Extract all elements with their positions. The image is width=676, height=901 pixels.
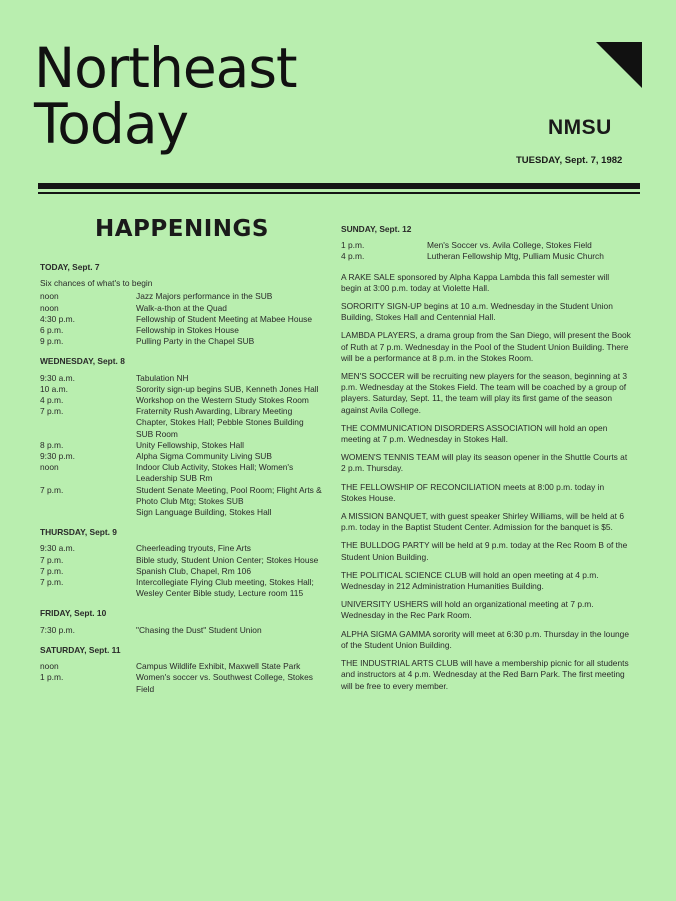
event-row (40, 373, 322, 384)
event-row (40, 462, 322, 484)
day-heading: FRIDAY, Sept. 10 (40, 608, 107, 619)
event-text: Women's soccer vs. Southwest College, Stokes Field (136, 672, 313, 694)
event-row (40, 314, 322, 325)
event-time: 7 p.m. (40, 577, 64, 588)
event-row (341, 251, 631, 262)
issue-date: TUESDAY, Sept. 7, 1982 (516, 155, 623, 166)
event-time: 9:30 a.m. (40, 543, 75, 554)
event-time: noon (40, 302, 59, 313)
section-gap (40, 518, 322, 527)
section-gap (40, 347, 322, 356)
event-time: 7 p.m. (40, 484, 64, 495)
event-row (40, 440, 322, 451)
announcement: UNIVERSITY USHERS will hold an organizational meeting at 7 p.m. Wednesday in the Rec Park Room. (341, 599, 594, 621)
section-title: HAPPENINGS (95, 216, 269, 242)
event-text: Men's Soccer vs. Avila College, Stokes Field (427, 240, 592, 251)
event-row (40, 336, 322, 347)
event-row (40, 303, 322, 314)
event-row (40, 543, 322, 554)
event-row (40, 406, 322, 440)
event-text: Workshop on the Western Study Stokes Room (136, 395, 309, 406)
day-subheading: Six chances of what's to begin (40, 278, 153, 289)
thin-rule (38, 192, 640, 194)
announcement: SORORITY SIGN-UP begins at 10 a.m. Wednesday in the Student Union Building, Stokes Hall and Centennial Hall. (341, 301, 613, 323)
event-time: 4 p.m. (341, 251, 365, 262)
left-column (40, 262, 322, 704)
event-time: 7:30 p.m. (40, 624, 75, 635)
event-row (40, 384, 322, 395)
announcement: MEN'S SOCCER will be recruiting new players for the season, beginning at 3 p.m. Wednesday at the Stokes Field. The team will be coached by a group of players. Saturday, Sept. 11, the team will play its first game of the season against Avila College. (341, 371, 628, 415)
masthead-line-1: Northeast (34, 36, 297, 100)
event-text: Tabulation NH (136, 372, 189, 383)
event-text: Sorority sign-up begins SUB, Kenneth Jones Hall (136, 383, 319, 394)
org-name: NMSU (548, 116, 612, 139)
masthead-title (34, 36, 297, 156)
event-text: Indoor Club Activity, Stokes Hall; Women's Leadership SUB Rm (136, 462, 294, 484)
event-text: Fellowship in Stokes House (136, 325, 239, 336)
section-gap (40, 695, 322, 704)
event-time: 7 p.m. (40, 554, 64, 565)
event-time: noon (40, 462, 59, 473)
day-heading: THURSDAY, Sept. 9 (40, 527, 117, 538)
event-text: Student Senate Meeting, Pool Room; Flight Arts & Photo Club Mtg; Stokes SUB (136, 484, 322, 506)
event-text: Spanish Club, Chapel, Rm 106 (136, 565, 251, 576)
announcement: A MISSION BANQUET, with guest speaker Shirley Williams, will be held at 6 p.m. today in the Baptist Student Center. Admission for the banquet is $5. (341, 511, 624, 533)
event-row (40, 507, 322, 518)
event-text: Campus Wildlife Exhibit, Maxwell State Park (136, 661, 301, 672)
event-time: 9:30 p.m. (40, 451, 75, 462)
event-row (40, 566, 322, 577)
event-text: Sign Language Building, Stokes Hall (136, 507, 272, 518)
announcement: WOMEN'S TENNIS TEAM will play its season opener in the Shuttle Courts at 2 p.m. Thursday. (341, 452, 628, 474)
event-text: Fellowship of Student Meeting at Mabee House (136, 313, 312, 324)
event-time: 4 p.m. (40, 395, 64, 406)
announcement: A RAKE SALE sponsored by Alpha Kappa Lambda this fall semester will begin at 3:00 p.m. today at Violette Hall. (341, 271, 610, 293)
event-time: noon (40, 291, 59, 302)
announcement: THE INDUSTRIAL ARTS CLUB will have a membership picnic for all students and instructors at 4 p.m. Wednesday at the Red Barn Park. The first meeting will be free to every member. (341, 658, 629, 691)
event-time: 1 p.m. (341, 240, 365, 251)
right-column (341, 224, 631, 699)
event-row (40, 451, 322, 462)
announcement: ALPHA SIGMA GAMMA sorority will meet at 6:30 p.m. Thursday in the lounge of the Student Union Building. (341, 628, 629, 650)
event-row (341, 240, 631, 251)
event-row (40, 485, 322, 507)
event-text: Intercollegiate Flying Club meeting, Stokes Hall; Wesley Center Bible study, Lecture room 115 (136, 577, 314, 599)
section-gap (40, 599, 322, 608)
event-text: Pulling Party in the Chapel SUB (136, 336, 255, 347)
event-text: Unity Fellowship, Stokes Hall (136, 439, 244, 450)
announcement: THE FELLOWSHIP OF RECONCILIATION meets at 8:00 p.m. today in Stokes House. (341, 481, 605, 503)
event-row (40, 555, 322, 566)
event-list (341, 240, 631, 262)
event-time: noon (40, 661, 59, 672)
event-row (40, 291, 322, 302)
event-text: Fraternity Rush Awarding, Library Meeting Chapter, Stokes Hall; Pebble Stones Building SUB Room (136, 406, 304, 439)
event-time: 4:30 p.m. (40, 313, 75, 324)
event-time: 8 p.m. (40, 439, 64, 450)
corner-triangle-icon (596, 42, 642, 88)
announcements (341, 272, 631, 692)
event-time: 9:30 a.m. (40, 372, 75, 383)
event-time: 10 a.m. (40, 383, 68, 394)
masthead-line-2: Today (34, 92, 189, 156)
event-text: Jazz Majors performance in the SUB (136, 291, 273, 302)
section-gap (40, 636, 322, 645)
event-time: 7 p.m. (40, 406, 64, 417)
event-text: "Chasing the Dust" Student Union (136, 624, 262, 635)
event-text: Bible study, Student Union Center; Stokes House (136, 554, 319, 565)
day-heading: SUNDAY, Sept. 12 (341, 224, 412, 234)
event-row (40, 661, 322, 672)
day-heading: SATURDAY, Sept. 11 (40, 644, 121, 655)
event-time: 7 p.m. (40, 565, 64, 576)
event-text: Cheerleading tryouts, Fine Arts (136, 543, 251, 554)
event-text: Alpha Sigma Community Living SUB (136, 451, 272, 462)
day-heading: TODAY, Sept. 7 (40, 262, 100, 272)
announcement: THE BULLDOG PARTY will be held at 9 p.m. today at the Rec Room B of the Student Union Building. (341, 540, 628, 562)
event-row (40, 625, 322, 636)
event-time: 6 p.m. (40, 325, 64, 336)
event-time (40, 507, 136, 518)
day-heading: WEDNESDAY, Sept. 8 (40, 356, 125, 367)
event-text: Lutheran Fellowship Mtg, Pulliam Music Church (427, 251, 604, 262)
announcement: LAMBDA PLAYERS, a drama group from the San Diego, will present the Book of Ruth at 7 p.m. Wednesday in the Pool of the Student Union Building. There will be a performance at 8 p.m. in the Stokes Room. (341, 330, 631, 363)
event-row (40, 577, 322, 599)
event-row (40, 672, 322, 694)
heavy-rule (38, 183, 640, 189)
event-row (40, 395, 322, 406)
announcement: THE POLITICAL SCIENCE CLUB will hold an open meeting at 4 p.m. Wednesday in 212 Administration Humanities Building. (341, 569, 599, 592)
event-row (40, 325, 322, 336)
announcement: THE COMMUNICATION DISORDERS ASSOCIATION will hold an open meeting at 7 p.m. Wednesday in Stokes Hall. (341, 422, 608, 445)
event-time: 1 p.m. (40, 672, 64, 683)
event-text: Walk-a-thon at the Quad (136, 302, 227, 313)
event-time: 9 p.m. (40, 336, 64, 347)
